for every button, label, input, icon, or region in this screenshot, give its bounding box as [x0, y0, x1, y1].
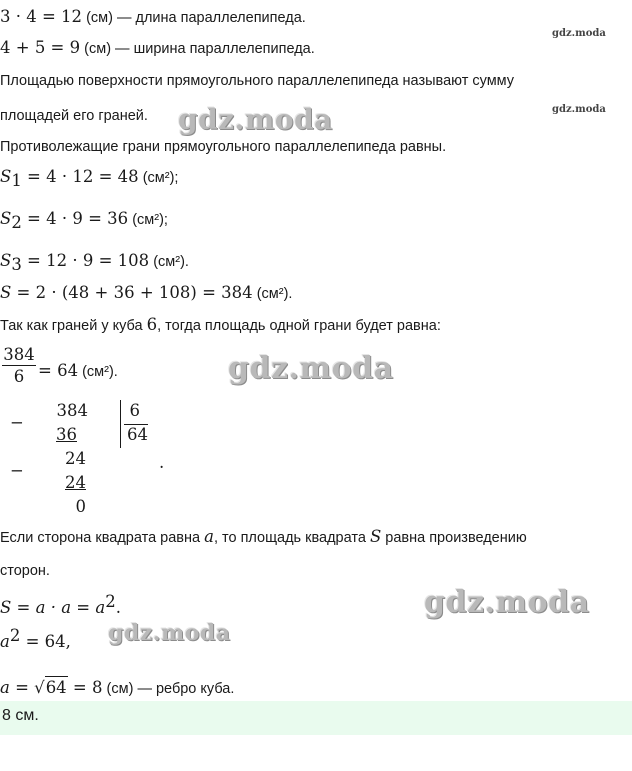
math-subscript: 2 [11, 213, 22, 233]
text: Если сторона квадрата равна [0, 530, 205, 546]
divisor: 6 [129, 401, 140, 420]
sqrt-radicand: 64 [45, 678, 67, 697]
answer-box [0, 701, 632, 735]
text: (см²); [138, 170, 179, 186]
math-superscript: 2 [9, 625, 21, 645]
watermark: gdz.moda [178, 103, 333, 136]
quotient: 64 [127, 425, 148, 444]
fraction-denominator: 6 [2, 365, 36, 388]
math-symbol: S [0, 209, 12, 228]
math-expression: = 64, [20, 632, 71, 651]
math-symbol: S [369, 527, 382, 546]
paragraph-line: Площадью поверхности прямоугольного параллелепипеда называют сумму [0, 73, 515, 89]
division-bar-vertical [120, 400, 121, 448]
subtrahend-2: 24 [65, 473, 86, 492]
paragraph-line: сторон. [0, 563, 50, 579]
math-symbol: S [0, 167, 12, 186]
watermark: gdz.moda [552, 104, 606, 115]
subtrahend-1: 36 [56, 425, 77, 444]
text: , тогда площадь одной грани будет равна: [157, 318, 441, 334]
text: равна произведению [381, 530, 527, 546]
math-punctuation: . [115, 598, 121, 617]
line-width [0, 37, 315, 60]
math-operator: = [9, 678, 35, 697]
line-formula [0, 591, 121, 620]
line-s3 [0, 250, 189, 273]
sqrt-sign: √ [34, 678, 45, 697]
fraction-result [38, 360, 118, 383]
text: Так как граней у куба [0, 318, 147, 334]
text: (см) — длина параллелепипеда. [82, 10, 306, 26]
math-number: 6 [146, 315, 158, 334]
paragraph-line: площадей его граней. [0, 108, 148, 124]
math-expression: = 4 · 12 = 48 [21, 167, 139, 186]
watermark: gdz.moda [552, 28, 606, 39]
math-expression: 4 + 5 = 9 [0, 38, 81, 57]
minus-sign: − [10, 413, 24, 432]
math-expression: = 4 · 9 = 36 [21, 209, 129, 228]
text: , то площадь квадрата [213, 530, 370, 546]
fraction [2, 345, 36, 388]
line-s1 [0, 166, 178, 189]
line-s2 [0, 208, 168, 231]
text: (см²). [78, 364, 118, 380]
math-expression: = 12 · 9 = 108 [21, 251, 150, 270]
watermark: gdz.moda [424, 585, 590, 620]
math-expression: S = a · a = a [0, 598, 106, 617]
line-root [0, 676, 234, 700]
math-symbol: S [0, 251, 12, 270]
math-subscript: 1 [11, 171, 22, 191]
dividend: 384 [56, 401, 88, 420]
line-length [0, 6, 306, 29]
math-symbol: a [204, 527, 214, 546]
math-expression: 3 · 4 = 12 [0, 7, 83, 26]
minus-sign: − [10, 461, 24, 480]
math-symbol: a [0, 632, 10, 651]
fraction-numerator: 384 [3, 345, 35, 364]
line-equation [0, 625, 71, 654]
remainder-2: 0 [75, 497, 86, 516]
text: (см²). [149, 254, 189, 270]
text: (см) — ширина параллелепипеда. [80, 41, 315, 57]
text: (см²); [128, 212, 168, 228]
watermark: gdz.moda [228, 351, 394, 386]
line-s-total [0, 282, 292, 305]
line-cube-faces [0, 314, 441, 337]
math-expression: = 64 [38, 361, 79, 380]
answer-text: 8 см. [2, 707, 39, 724]
sqrt-expression [34, 676, 68, 699]
math-symbol: a [0, 678, 10, 697]
paragraph-line: Противолежащие грани прямоугольного параллелепипеда равны. [0, 139, 447, 155]
math-expression: = 2 · (48 + 36 + 108) = 384 [11, 283, 253, 302]
math-superscript: 2 [105, 591, 116, 611]
watermark: gdz.moda [108, 620, 231, 646]
math-symbol: S [0, 283, 12, 302]
math-expression: = 8 [67, 678, 103, 697]
text: (см) — ребро куба. [102, 681, 235, 697]
math-subscript: 3 [11, 255, 22, 275]
stray-dot: . [159, 453, 165, 472]
text: (см²). [252, 286, 293, 302]
remainder-1: 24 [65, 449, 86, 468]
line-square-area [0, 526, 527, 549]
